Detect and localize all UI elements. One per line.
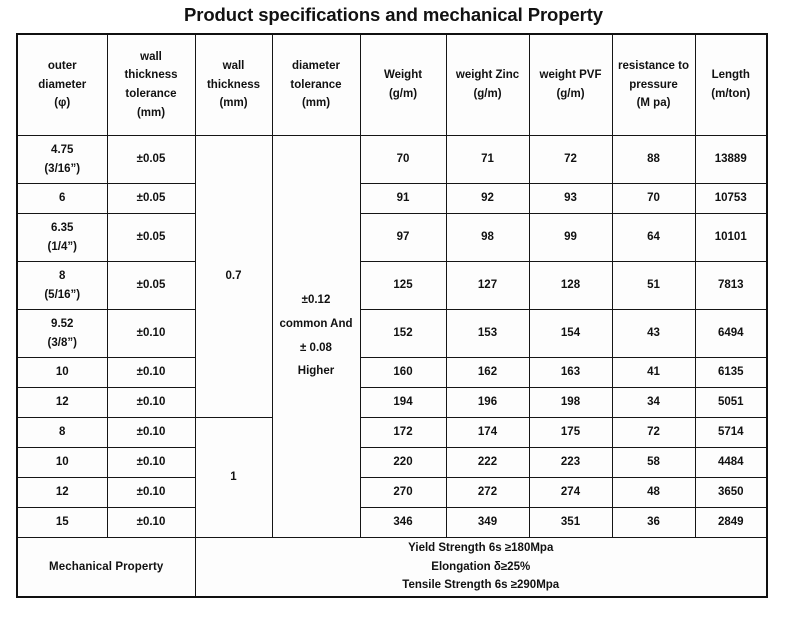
table-row bbox=[17, 310, 767, 358]
text-line: thickness bbox=[206, 78, 261, 91]
cell-outer-diameter bbox=[17, 214, 107, 262]
column-header-weight bbox=[360, 34, 446, 136]
text-line: ± 0.08 bbox=[300, 341, 332, 354]
cell-weight-zinc: 349 bbox=[446, 508, 529, 538]
cell-wall-thickness-tolerance: ±0.10 bbox=[107, 310, 195, 358]
text-line: 12 bbox=[55, 486, 69, 499]
text-line: tolerance bbox=[125, 88, 177, 100]
cell-weight-zinc: 272 bbox=[446, 478, 529, 508]
table-row bbox=[17, 418, 767, 448]
text-line: 4.75 bbox=[51, 143, 74, 156]
cell-outer-diameter bbox=[17, 448, 107, 478]
text-line: wall bbox=[140, 50, 162, 63]
text-line: 6.35 bbox=[51, 221, 74, 234]
table-row bbox=[17, 214, 767, 262]
cell-weight-zinc: 222 bbox=[446, 448, 529, 478]
cell-length: 10753 bbox=[695, 184, 767, 214]
text-line: weight Zinc bbox=[455, 69, 520, 82]
cell-weight-pvf: 351 bbox=[529, 508, 612, 538]
text-line: wall bbox=[222, 60, 245, 73]
cell-length: 6494 bbox=[695, 310, 767, 358]
table-row bbox=[17, 184, 767, 214]
cell-weight-pvf: 175 bbox=[529, 418, 612, 448]
cell-weight: 346 bbox=[360, 508, 446, 538]
table-row bbox=[17, 358, 767, 388]
cell-outer-diameter bbox=[17, 184, 107, 214]
cell-wall-thickness-tolerance: ±0.05 bbox=[107, 136, 195, 184]
column-header-wall-thickness-tolerance bbox=[107, 34, 195, 136]
table-header bbox=[17, 34, 767, 136]
header-row bbox=[17, 34, 767, 136]
text-line: Yield Strength 6s ≥180Mpa bbox=[408, 542, 554, 554]
cell-outer-diameter bbox=[17, 478, 107, 508]
cell-weight-pvf: 72 bbox=[529, 136, 612, 184]
specifications-table bbox=[16, 33, 768, 598]
column-header-length bbox=[695, 34, 767, 136]
text-line: 10 bbox=[55, 456, 69, 469]
text-line: (g/m) bbox=[473, 88, 502, 100]
text-line: Elongation δ≥25% bbox=[431, 560, 531, 573]
table-body bbox=[17, 136, 767, 597]
text-line: tolerance bbox=[290, 78, 342, 91]
text-line: 8 bbox=[59, 269, 66, 282]
cell-outer-diameter bbox=[17, 388, 107, 418]
cell-outer-diameter bbox=[17, 358, 107, 388]
text-line: pressure bbox=[629, 78, 678, 91]
cell-wall-thickness-tolerance: ±0.10 bbox=[107, 448, 195, 478]
cell-resistance-to-pressure: 70 bbox=[612, 184, 695, 214]
cell-weight: 160 bbox=[360, 358, 446, 388]
cell-wall-thickness-tolerance: ±0.05 bbox=[107, 184, 195, 214]
text-line: Weight bbox=[383, 69, 423, 82]
cell-weight-pvf: 274 bbox=[529, 478, 612, 508]
cell-wall-thickness-tolerance: ±0.05 bbox=[107, 214, 195, 262]
cell-length: 13889 bbox=[695, 136, 767, 184]
cell-outer-diameter bbox=[17, 508, 107, 538]
cell-weight-zinc: 92 bbox=[446, 184, 529, 214]
text-line: 10 bbox=[55, 366, 69, 379]
cell-weight-zinc: 98 bbox=[446, 214, 529, 262]
cell-length: 2849 bbox=[695, 508, 767, 538]
cell-length: 10101 bbox=[695, 214, 767, 262]
text-line: (g/m) bbox=[556, 88, 585, 100]
cell-weight-zinc: 71 bbox=[446, 136, 529, 184]
text-line: ±0.12 bbox=[301, 294, 331, 307]
text-line: (φ) bbox=[54, 97, 71, 110]
text-line: (mm) bbox=[219, 97, 248, 110]
cell-resistance-to-pressure: 48 bbox=[612, 478, 695, 508]
cell-resistance-to-pressure: 41 bbox=[612, 358, 695, 388]
cell-weight-pvf: 223 bbox=[529, 448, 612, 478]
cell-resistance-to-pressure: 72 bbox=[612, 418, 695, 448]
column-header-resistance-to-pressure bbox=[612, 34, 695, 136]
cell-wall-thickness-tolerance: ±0.10 bbox=[107, 358, 195, 388]
table-row bbox=[17, 136, 767, 184]
cell-outer-diameter bbox=[17, 310, 107, 358]
table-row bbox=[17, 448, 767, 478]
column-header-diameter-tolerance bbox=[272, 34, 360, 136]
cell-weight: 270 bbox=[360, 478, 446, 508]
column-header-outer-diameter bbox=[17, 34, 107, 136]
column-header-weight-zinc bbox=[446, 34, 529, 136]
cell-weight-pvf: 154 bbox=[529, 310, 612, 358]
text-line: (5/16”) bbox=[44, 288, 81, 301]
cell-resistance-to-pressure: 64 bbox=[612, 214, 695, 262]
specifications-table-container bbox=[16, 33, 766, 598]
cell-length: 3650 bbox=[695, 478, 767, 508]
cell-weight-zinc: 153 bbox=[446, 310, 529, 358]
text-line: (mm) bbox=[301, 97, 331, 110]
table-row bbox=[17, 388, 767, 418]
cell-weight-pvf: 163 bbox=[529, 358, 612, 388]
cell-wall-thickness-tolerance: ±0.10 bbox=[107, 418, 195, 448]
cell-weight: 220 bbox=[360, 448, 446, 478]
text-line: Higher bbox=[297, 365, 335, 378]
text-line: diameter bbox=[38, 78, 87, 91]
cell-resistance-to-pressure: 88 bbox=[612, 136, 695, 184]
text-line: thickness bbox=[124, 69, 178, 82]
table-row bbox=[17, 262, 767, 310]
text-line: (1/4”) bbox=[47, 240, 77, 253]
text-line: Tensile Strength 6s ≥290Mpa bbox=[402, 579, 560, 592]
text-line: 9.52 bbox=[51, 317, 74, 330]
text-line: (3/16”) bbox=[44, 162, 81, 175]
cell-length: 4484 bbox=[695, 448, 767, 478]
cell-wall-thickness: 0.7 bbox=[195, 136, 272, 418]
column-header-wall-thickness bbox=[195, 34, 272, 136]
text-line: weight PVF bbox=[539, 69, 602, 82]
cell-wall-thickness-tolerance: ±0.10 bbox=[107, 508, 195, 538]
mechanical-property-label: Mechanical Property bbox=[17, 538, 195, 597]
cell-wall-thickness-tolerance: ±0.05 bbox=[107, 262, 195, 310]
cell-weight: 97 bbox=[360, 214, 446, 262]
cell-weight-zinc: 127 bbox=[446, 262, 529, 310]
text-line: 15 bbox=[55, 516, 69, 529]
cell-resistance-to-pressure: 58 bbox=[612, 448, 695, 478]
cell-weight-pvf: 99 bbox=[529, 214, 612, 262]
cell-length: 6135 bbox=[695, 358, 767, 388]
text-line: (M pa) bbox=[636, 97, 671, 110]
text-line: 6 bbox=[59, 192, 66, 205]
text-line: 12 bbox=[55, 396, 69, 409]
cell-weight: 125 bbox=[360, 262, 446, 310]
cell-weight: 70 bbox=[360, 136, 446, 184]
text-line: outer bbox=[47, 60, 77, 73]
cell-weight: 172 bbox=[360, 418, 446, 448]
text-line: 8 bbox=[59, 426, 66, 439]
cell-weight-zinc: 196 bbox=[446, 388, 529, 418]
cell-weight-pvf: 93 bbox=[529, 184, 612, 214]
cell-weight-pvf: 128 bbox=[529, 262, 612, 310]
cell-wall-thickness: 1 bbox=[195, 418, 272, 538]
cell-weight-pvf: 198 bbox=[529, 388, 612, 418]
table-row bbox=[17, 478, 767, 508]
cell-outer-diameter bbox=[17, 262, 107, 310]
text-line: (m/ton) bbox=[711, 88, 751, 100]
cell-weight: 152 bbox=[360, 310, 446, 358]
cell-weight-zinc: 174 bbox=[446, 418, 529, 448]
cell-wall-thickness-tolerance: ±0.10 bbox=[107, 388, 195, 418]
cell-length: 5714 bbox=[695, 418, 767, 448]
table-row bbox=[17, 508, 767, 538]
page-title: Product specifications and mechanical Property bbox=[184, 4, 603, 25]
text-line: resistance to bbox=[618, 60, 689, 73]
text-line: (3/8”) bbox=[47, 336, 77, 349]
text-line: (mm) bbox=[136, 106, 166, 119]
cell-resistance-to-pressure: 34 bbox=[612, 388, 695, 418]
cell-diameter-tolerance bbox=[272, 136, 360, 538]
cell-weight-zinc: 162 bbox=[446, 358, 529, 388]
text-line: diameter bbox=[292, 60, 340, 73]
cell-weight: 91 bbox=[360, 184, 446, 214]
cell-outer-diameter bbox=[17, 136, 107, 184]
text-line: common And bbox=[279, 317, 353, 330]
cell-resistance-to-pressure: 51 bbox=[612, 262, 695, 310]
mechanical-property-row bbox=[17, 538, 767, 597]
cell-wall-thickness-tolerance: ±0.10 bbox=[107, 478, 195, 508]
text-line: (g/m) bbox=[388, 88, 418, 100]
cell-resistance-to-pressure: 36 bbox=[612, 508, 695, 538]
text-line: Length bbox=[711, 69, 750, 82]
cell-resistance-to-pressure: 43 bbox=[612, 310, 695, 358]
cell-length: 5051 bbox=[695, 388, 767, 418]
mechanical-property-values bbox=[195, 538, 767, 597]
cell-outer-diameter bbox=[17, 418, 107, 448]
column-header-weight-pvf bbox=[529, 34, 612, 136]
cell-length: 7813 bbox=[695, 262, 767, 310]
cell-weight: 194 bbox=[360, 388, 446, 418]
